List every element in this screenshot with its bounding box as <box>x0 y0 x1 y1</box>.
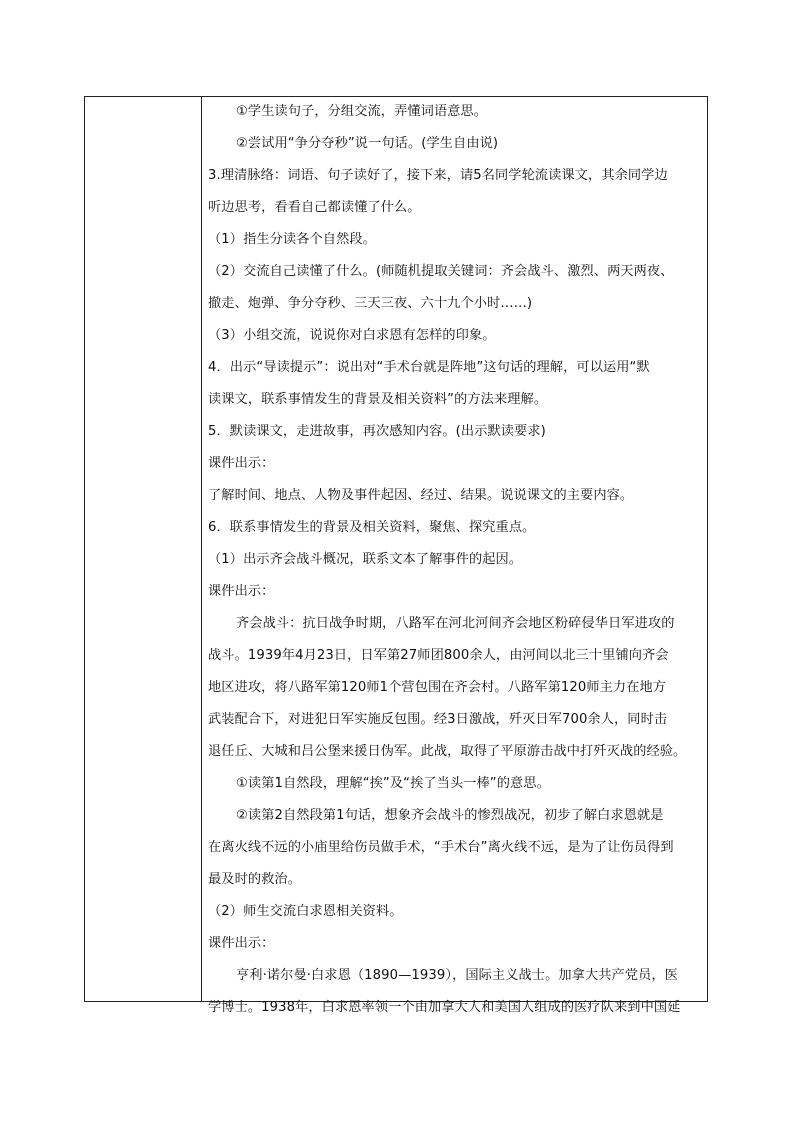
text-line: 退任丘、大城和吕公堡来援日伪军。此战，取得了平原游击战中打歼灭战的经验。 <box>208 744 687 759</box>
text-line: 5．默读课文，走进故事，再次感知内容。(出示默读要求) <box>208 424 546 439</box>
text-line: 课件出示： <box>208 456 275 471</box>
text-line: ①学生读句子，分组交流，弄懂词语意思。 <box>236 104 488 119</box>
text-line: 了解时间、地点、人物及事件起因、经过、结果。说说课文的主要内容。 <box>208 488 634 503</box>
text-line: 听边思考，看看自己都读懂了什么。 <box>208 200 421 215</box>
text-line: 4．出示“导读提示”：说出对“手术台就是阵地”这句话的理解，可以运用“默 <box>208 360 650 375</box>
content-column-cell <box>202 97 707 1015</box>
text-line: 6．联系事情发生的背景及相关资料，聚焦、探究重点。 <box>208 520 536 535</box>
text-line: （3）小组交流，说说你对白求恩有怎样的印象。 <box>208 328 496 343</box>
left-column-cell <box>85 97 202 1001</box>
text-line: 地区进攻，将八路军第120师1个营包围在齐会村。八路军第120师主力在地方 <box>208 680 667 695</box>
text-line: 学博士。1938年，白求恩率领一个由加拿大人和美国人组成的医疗队来到中国延 <box>208 1000 681 1015</box>
text-line: 武装配合下，对进犯日军实施反包围。经3日激战，歼灭日军700余人，同时击 <box>208 712 668 727</box>
text-line: 在离火线不远的小庙里给伤员做手术，“手术台”离火线不远，是为了让伤员得到 <box>208 840 674 855</box>
text-line: 亨利·诺尔曼·白求恩（1890—1939），国际主义战士。加拿大共产党员，医 <box>236 968 678 983</box>
text-line: 最及时的救治。 <box>208 872 302 887</box>
text-line: （2）师生交流白求恩相关资料。 <box>208 904 403 919</box>
text-line: ②尝试用“争分夺秒”说一句话。(学生自由说) <box>236 136 499 151</box>
text-line: 齐会战斗：抗日战争时期，八路军在河北河间齐会地区粉碎侵华日军进攻的 <box>236 616 675 631</box>
text-line: （2）交流自己读懂了什么。(师随机提取关键词：齐会战斗、激烈、两天两夜、 <box>208 264 674 279</box>
text-line: 战斗。1939年4月23日，日军第27师团800余人，由河间以北三十里铺向齐会 <box>208 648 669 663</box>
text-line: （1）指生分读各个自然段。 <box>208 232 376 247</box>
text-line: （1）出示齐会战斗概况，联系文本了解事件的起因。 <box>208 552 523 567</box>
text-line: ①读第1自然段，理解“挨”及“挨了当头一棒”的意思。 <box>236 776 550 791</box>
text-line: 读课文，联系事情发生的背景及相关资料”的方法来理解。 <box>208 392 548 407</box>
lesson-table <box>84 96 708 1015</box>
text-line: 课件出示： <box>208 936 275 951</box>
text-line: 课件出示： <box>208 584 275 599</box>
text-line: 撤走、炮弹、争分夺秒、三天三夜、六十九个小时……) <box>208 296 533 311</box>
text-line: ②读第2自然段第1句话，想象齐会战斗的惨烈战况，初步了解白求恩就是 <box>236 808 664 823</box>
text-line: 3.理清脉络：词语、句子读好了，接下来，请5名同学轮流读课文，其余同学边 <box>208 168 668 183</box>
